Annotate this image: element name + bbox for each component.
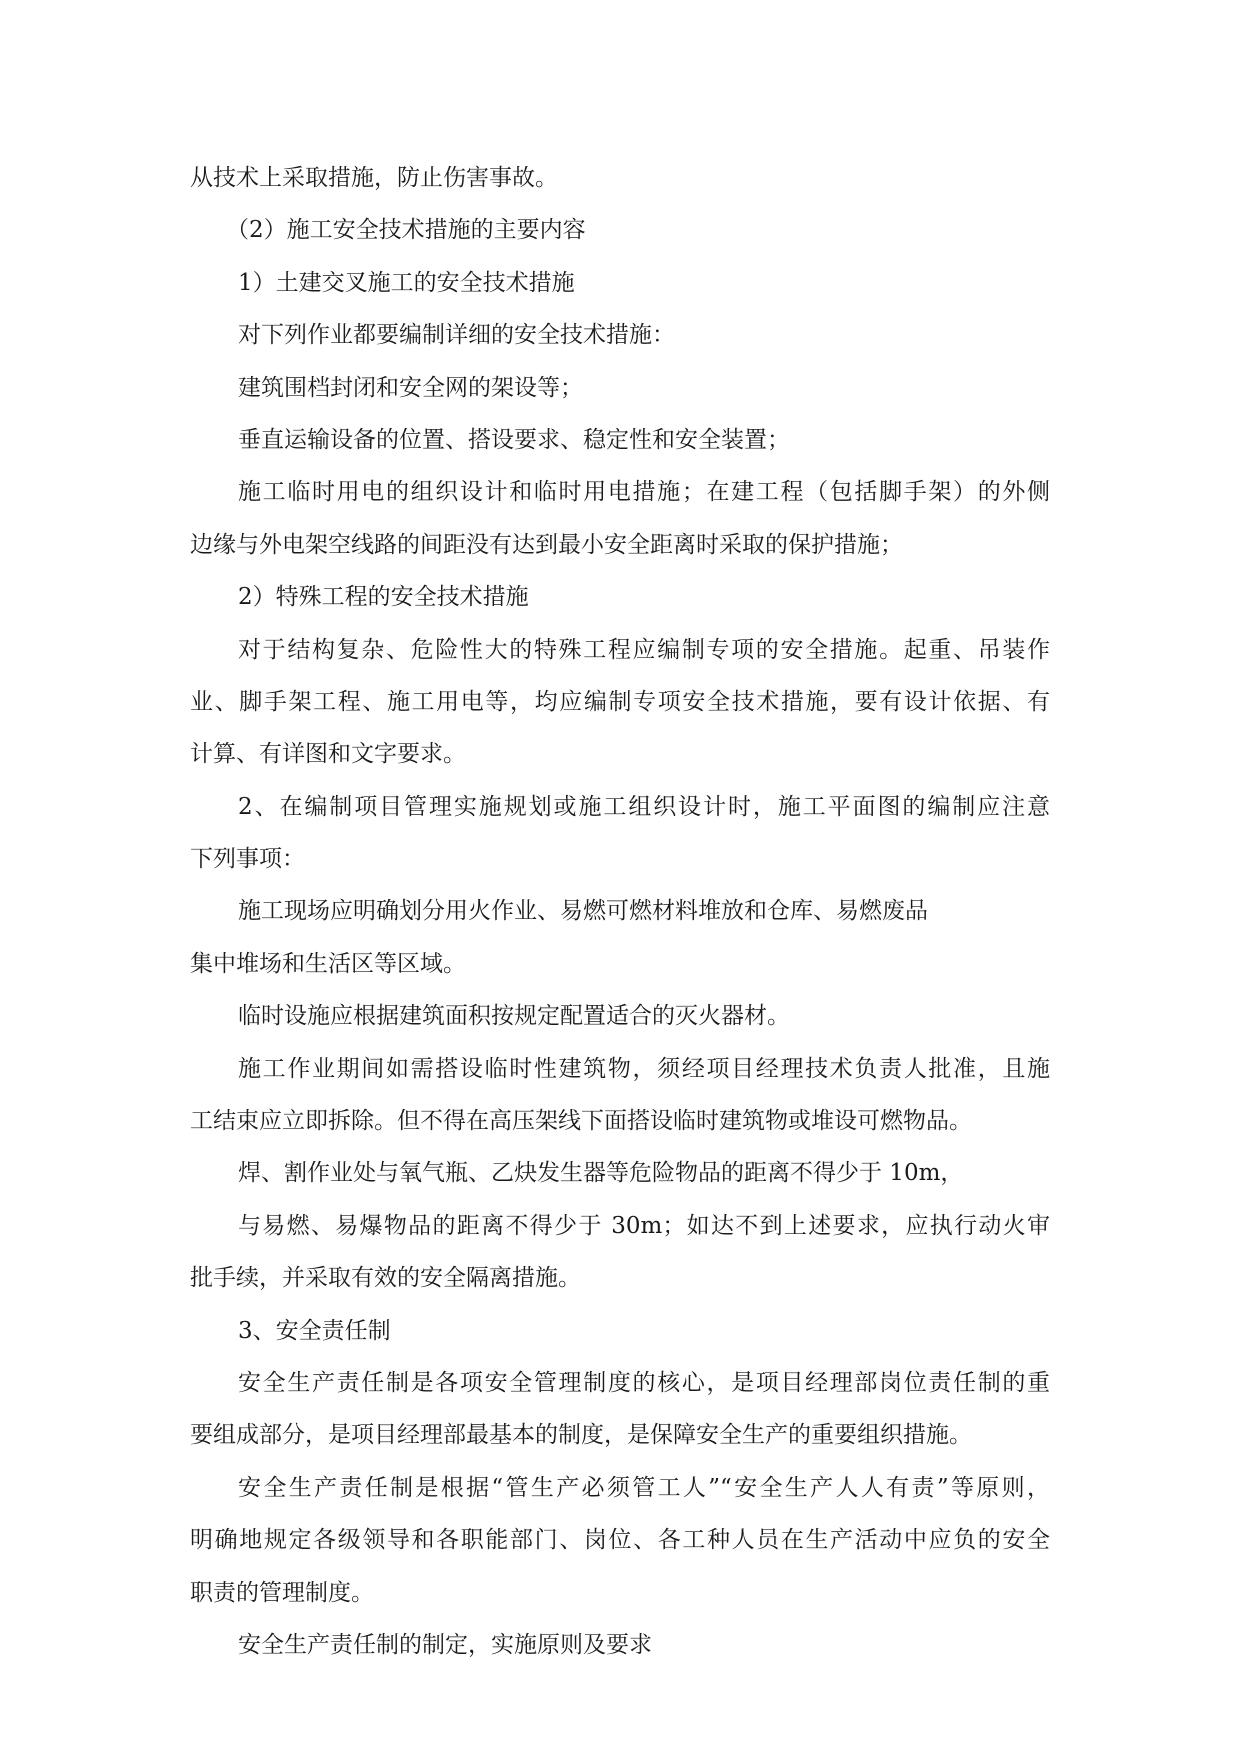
paragraph-line: 职责的管理制度。 — [190, 1579, 374, 1606]
paragraph-line: 对下列作业都要编制详细的安全技术措施： — [238, 322, 675, 349]
paragraph-line: 要组成部分，是项目经理部最基本的制度，是保障安全生产的重要组织措施。 — [190, 1422, 972, 1449]
paragraph-line: 计算、有详图和文字要求。 — [190, 741, 466, 768]
paragraph-line: 从技术上采取措施，防止伤害事故。 — [190, 165, 558, 191]
paragraph-line: 安全生产责任制是各项安全管理制度的核心，是项目经理部岗位责任制的重 — [238, 1369, 1050, 1396]
paragraph-line: 施工临时用电的组织设计和临时用电措施；在建工程（包括脚手架）的外侧 — [238, 479, 1050, 506]
paragraph-line: 工结束应立即拆除。但不得在高压架线下面搭设临时建筑物或堆设可燃物品。 — [190, 1108, 972, 1135]
paragraph-line: 业、脚手架工程、施工用电等，均应编制专项安全技术措施，要有设计依据、有 — [190, 688, 1050, 715]
subsection-heading: 1）土建交叉施工的安全技术措施 — [238, 269, 575, 296]
paragraph-line: 施工作业期间如需搭设临时性建筑物，须经项目经理技术负责人批准，且施 — [238, 1055, 1050, 1082]
paragraph-line: 下列事项： — [190, 846, 305, 873]
paragraph-line: 施工现场应明确划分用火作业、易燃可燃材料堆放和仓库、易燃废品 — [238, 898, 928, 925]
paragraph-line: 焊、割作业处与氧气瓶、乙炔发生器等危险物品的距离不得少于 10m， — [238, 1160, 964, 1187]
paragraph-line: 集中堆场和生活区等区域。 — [190, 950, 466, 977]
subsection-heading: 2）特殊工程的安全技术措施 — [238, 584, 529, 611]
paragraph-line: 边缘与外电架空线路的间距没有达到最小安全距离时采取的保护措施； — [190, 531, 903, 558]
section-heading: （2）施工安全技术措施的主要内容 — [226, 217, 586, 244]
paragraph-line: 2、在编制项目管理实施规划或施工组织设计时，施工平面图的编制应注意 — [238, 793, 1050, 820]
paragraph-line: 对于结构复杂、危险性大的特殊工程应编制专项的安全措施。起重、吊装作 — [238, 636, 1050, 663]
section-heading: 3、安全责任制 — [238, 1317, 391, 1344]
list-item: 建筑围档封闭和安全网的架设等； — [238, 374, 583, 401]
paragraph-line: 安全生产责任制的制定，实施原则及要求 — [238, 1631, 652, 1658]
paragraph-line: 临时设施应根据建筑面积按规定配置适合的灭火器材。 — [238, 1003, 790, 1030]
list-item: 垂直运输设备的位置、搭设要求、稳定性和安全装置； — [238, 426, 790, 453]
paragraph-line: 与易燃、易爆物品的距离不得少于 30m；如达不到上述要求，应执行动火审 — [238, 1212, 1050, 1239]
document-body — [190, 152, 1050, 1671]
paragraph-line: 明确地规定各级领导和各职能部门、岗位、各工种人员在生产活动中应负的安全 — [190, 1527, 1050, 1554]
paragraph-line: 安全生产责任制是根据“管生产必须管工人”“安全生产人人有责”等原则， — [238, 1474, 1050, 1501]
paragraph-line: 批手续，并采取有效的安全隔离措施。 — [190, 1265, 581, 1292]
